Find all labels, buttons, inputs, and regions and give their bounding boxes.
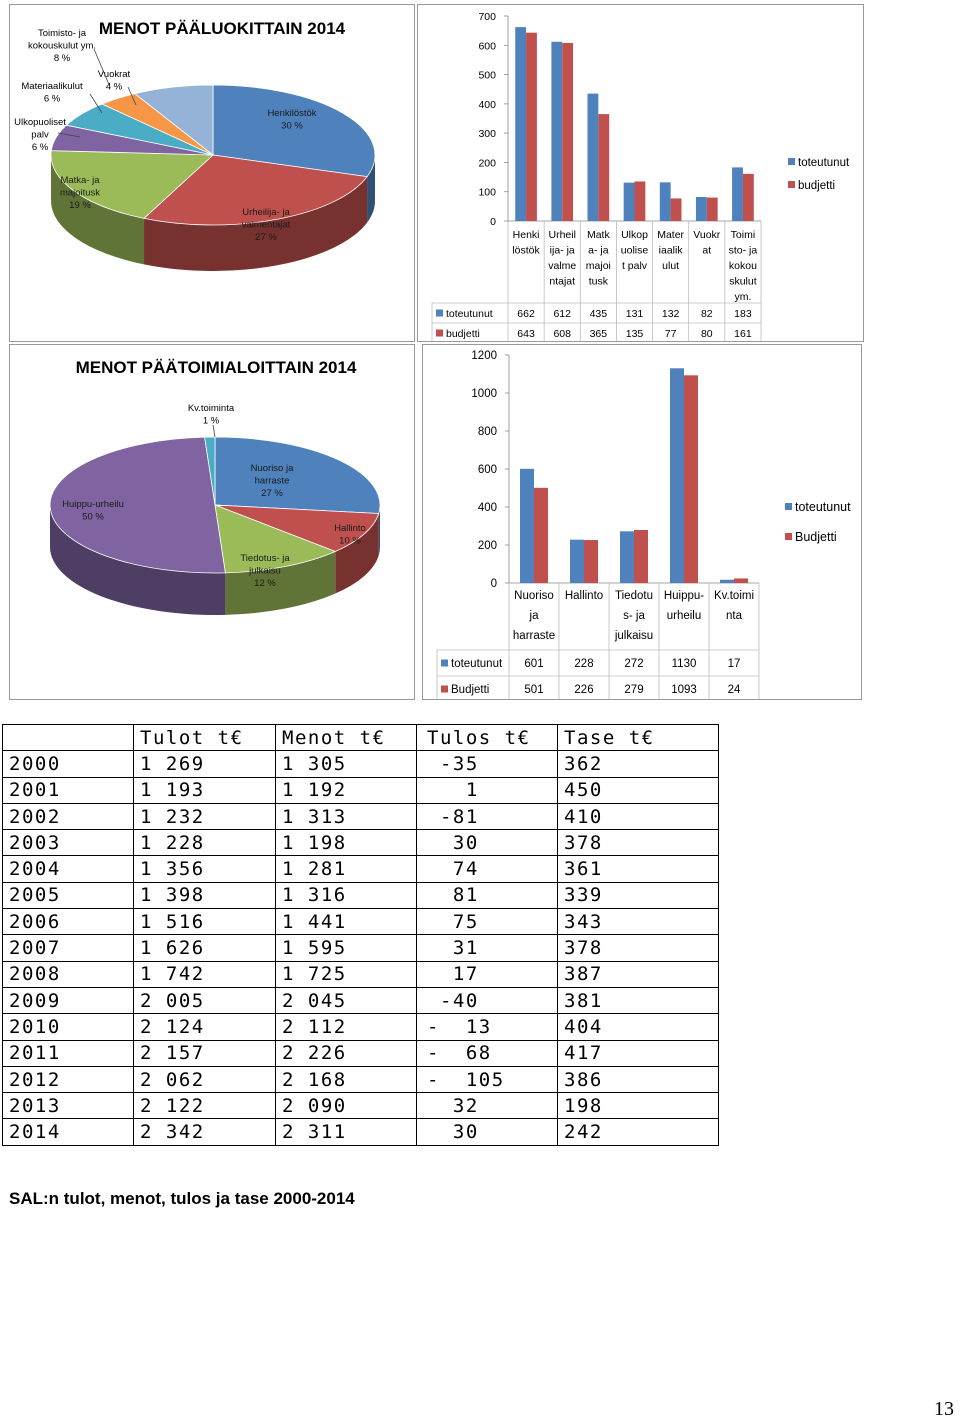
x-category-text: Ulkop	[621, 229, 648, 241]
table-series-name: budjetti	[446, 328, 480, 340]
bar-budjetti	[671, 198, 682, 221]
page-number: 13	[934, 1398, 954, 1420]
table-cell: 378	[558, 830, 719, 856]
x-category-text: valme	[548, 260, 577, 272]
x-category-text: nta	[726, 610, 742, 622]
table-cell: 1 441	[276, 909, 417, 935]
table-cell: 1 398	[134, 882, 276, 908]
bar-toteutunut	[696, 197, 707, 221]
table-cell: 198	[558, 1093, 719, 1119]
table-cell: 2005	[3, 882, 134, 908]
table-cell: 2010	[3, 1014, 134, 1040]
table-cell: - 13	[417, 1014, 558, 1040]
table-cell: 2 062	[134, 1066, 276, 1092]
y-tick-label: 400	[477, 502, 497, 514]
table-cell: 1 193	[134, 777, 276, 803]
table-row	[3, 751, 719, 777]
table-cell: 1 198	[276, 830, 417, 856]
x-category-label	[664, 590, 704, 622]
pie-label-text: Matka- ja	[60, 175, 100, 186]
table-row	[3, 909, 719, 935]
pie-label-pct: 6 %	[43, 93, 61, 105]
bar-toteutunut	[515, 27, 526, 221]
y-tick-label: 400	[478, 98, 496, 111]
pie-label	[188, 403, 235, 427]
x-category-text: julkaisu	[614, 630, 654, 642]
x-category-text: ija- ja	[549, 244, 575, 257]
table-cell: 1 192	[276, 777, 417, 803]
x-category-label	[729, 229, 758, 303]
pie-chart-categories	[10, 5, 414, 341]
table-cell: 2 226	[276, 1040, 417, 1066]
table-cell: 2 311	[276, 1119, 417, 1145]
legend-label: Budjetti	[795, 530, 837, 544]
x-category-text: a- ja	[588, 244, 609, 257]
bar-panel-activities	[422, 344, 862, 700]
finance-table	[2, 724, 719, 1146]
table-value: 1093	[671, 684, 697, 696]
table-value: 643	[517, 328, 535, 340]
x-category-text: harraste	[512, 630, 556, 642]
table-row	[3, 1066, 719, 1092]
table-cell: 386	[558, 1066, 719, 1092]
table-series-name: toteutunut	[451, 658, 503, 670]
pie-label-text: Kv.toiminta	[187, 403, 235, 414]
x-category-text: iaalik	[658, 244, 683, 257]
legend-key	[788, 181, 795, 188]
table-cell: 381	[558, 987, 719, 1013]
pie-title: MENOT PÄÄTOIMIALOITTAIN 2014	[75, 358, 357, 377]
bar-budjetti	[684, 375, 698, 583]
table-legend-key	[441, 660, 448, 667]
table-cell: 32	[417, 1093, 558, 1119]
pie-label-text: kokouskulut ym.	[27, 40, 97, 52]
x-category-text: Hallinto	[564, 590, 604, 602]
bar-budjetti	[534, 488, 548, 583]
table-cell: 362	[558, 751, 719, 777]
legend-label: toteutunut	[795, 500, 851, 514]
table-cell: 417	[558, 1040, 719, 1066]
table-cell: 2006	[3, 909, 134, 935]
leader-line	[94, 49, 110, 87]
pie-label-pct: 27 %	[261, 488, 283, 499]
bar-budjetti	[743, 174, 754, 221]
pie-label	[98, 69, 131, 93]
table-value: 24	[727, 684, 741, 696]
x-category-text: Kv.toimi	[713, 590, 755, 602]
table-cell: 2009	[3, 987, 134, 1013]
y-tick-label: 1200	[471, 350, 497, 362]
y-tick-label: 200	[477, 540, 497, 552]
pie-label-text: Huippu-urheilu	[62, 499, 124, 510]
table-header-cell: Tulos t€	[417, 725, 558, 751]
x-category-text: ntajat	[549, 275, 576, 288]
x-category-label	[621, 229, 649, 272]
pie-label-text: Hallinto	[334, 523, 366, 534]
table-caption: SAL:n tulot, menot, tulos ja tase 2000-2014	[9, 1189, 355, 1208]
bar-toteutunut	[620, 531, 634, 583]
table-cell: 31	[417, 935, 558, 961]
bar-budjetti	[562, 43, 573, 221]
bar-budjetti	[734, 578, 748, 583]
y-tick-label: 800	[477, 426, 497, 438]
table-cell: 1 356	[134, 856, 276, 882]
x-category-text: Nuoriso	[514, 590, 554, 602]
x-category-text: urheilu	[666, 610, 702, 622]
x-category-label	[565, 590, 603, 602]
table-cell: 339	[558, 882, 719, 908]
x-category-text: sto- ja	[728, 244, 758, 257]
table-series-name: toteutunut	[446, 308, 493, 320]
table-cell: 2001	[3, 777, 134, 803]
table-legend-key	[441, 686, 448, 693]
x-category-text: skulut	[729, 275, 757, 288]
table-series-name: Budjetti	[451, 684, 490, 696]
table-value: 161	[734, 328, 752, 340]
x-category-text: Matk	[586, 229, 610, 241]
pie-label-text: Vuokrat	[97, 69, 131, 80]
pie-label-text: Toimisto- ja	[37, 28, 87, 39]
pie-label-pct: 4 %	[105, 81, 123, 93]
table-row	[3, 882, 719, 908]
table-cell: 410	[558, 803, 719, 829]
table-value: 183	[734, 308, 752, 320]
table-row	[3, 1014, 719, 1040]
table-cell: 2 157	[134, 1040, 276, 1066]
pie-label-pct: 27 %	[255, 232, 277, 243]
table-header-cell: Tulot t€	[134, 725, 276, 751]
table-value: 228	[574, 658, 594, 670]
table-cell: 30	[417, 1119, 558, 1145]
bar-budjetti	[707, 198, 718, 221]
table-cell: 1 313	[276, 803, 417, 829]
x-category-label	[693, 229, 721, 257]
table-value: 612	[553, 308, 571, 320]
table-cell: 378	[558, 935, 719, 961]
table-cell: 2008	[3, 961, 134, 987]
table-value: 501	[524, 684, 544, 696]
table-value: 77	[664, 328, 677, 340]
table-value: 82	[700, 308, 713, 320]
table-cell: 2014	[3, 1119, 134, 1145]
table-cell: 1 516	[134, 909, 276, 935]
x-category-text: löstök	[512, 244, 540, 257]
table-cell: 30	[417, 830, 558, 856]
table-row	[3, 935, 719, 961]
table-cell: 17	[417, 961, 558, 987]
bar-toteutunut	[670, 368, 684, 583]
pie-label-pct: 30 %	[281, 120, 303, 132]
x-category-text: Urheil	[548, 229, 576, 241]
bar-panel-categories	[417, 4, 864, 342]
bar-budjetti	[635, 181, 646, 221]
table-cell: 1 281	[276, 856, 417, 882]
table-row	[3, 961, 719, 987]
table-legend-key	[436, 330, 443, 337]
pie-label-text: Ulkopuoliset	[14, 117, 66, 128]
x-category-label	[657, 229, 684, 272]
pie-label-text: julkaisu	[249, 565, 281, 577]
x-category-text: ja	[529, 610, 539, 622]
x-category-label	[714, 590, 754, 622]
table-cell: 2 005	[134, 987, 276, 1013]
pie-panel-activities	[9, 344, 415, 700]
legend-label: budjetti	[798, 180, 836, 192]
x-category-text: kokou	[728, 260, 757, 272]
bar-budjetti	[526, 33, 537, 221]
x-category-label	[548, 229, 576, 288]
x-category-text: t palv	[621, 260, 648, 272]
x-category-text: Toimi	[730, 229, 756, 241]
pie-label-text: harraste	[254, 475, 290, 487]
bar-toteutunut	[520, 469, 534, 583]
table-cell: 2002	[3, 803, 134, 829]
table-cell: 2 342	[134, 1119, 276, 1145]
table-cell: - 68	[417, 1040, 558, 1066]
pie-label-pct: 8 %	[53, 53, 71, 64]
bar-toteutunut	[720, 580, 734, 583]
table-cell: 361	[558, 856, 719, 882]
table-row	[3, 803, 719, 829]
leader-line	[213, 425, 215, 437]
table-row	[3, 987, 719, 1013]
legend-key	[785, 533, 792, 540]
bar-chart-activities	[423, 345, 861, 699]
table-value: 662	[517, 308, 535, 320]
table-cell: 2012	[3, 1066, 134, 1092]
x-category-text: ym.	[734, 291, 752, 303]
x-category-text: ulut	[662, 260, 680, 272]
table-cell: 2000	[3, 751, 134, 777]
x-category-label	[586, 229, 611, 288]
y-tick-label: 700	[478, 11, 496, 23]
x-category-label	[512, 229, 540, 257]
legend-key	[785, 503, 792, 510]
pie-slice	[215, 437, 380, 514]
x-category-text: Tiedotu	[615, 590, 653, 602]
pie-label-pct: 19 %	[69, 200, 91, 211]
table-cell: 2013	[3, 1093, 134, 1119]
table-header-cell	[3, 725, 134, 751]
pie-label-text: majoitusk	[59, 187, 101, 199]
table-row	[3, 830, 719, 856]
table-cell: 387	[558, 961, 719, 987]
y-tick-label: 1000	[471, 388, 497, 400]
table-cell: 2004	[3, 856, 134, 882]
bar-chart-categories	[418, 5, 863, 341]
table-cell: -35	[417, 751, 558, 777]
bar-budjetti	[584, 540, 598, 583]
y-tick-label: 300	[478, 128, 496, 141]
table-row	[3, 1040, 719, 1066]
table-cell: 2 122	[134, 1093, 276, 1119]
pie-panel-categories	[9, 4, 415, 342]
table-cell: 1 742	[134, 961, 276, 987]
x-category-text: uolise	[620, 244, 649, 257]
bar-budjetti	[598, 114, 609, 221]
table-cell: 1 232	[134, 803, 276, 829]
bar-toteutunut	[660, 182, 671, 221]
pie-label-pct: 1 %	[202, 415, 220, 427]
table-value: 1130	[671, 658, 697, 670]
legend-label: toteutunut	[798, 157, 850, 169]
table-cell: - 105	[417, 1066, 558, 1092]
y-tick-label: 0	[490, 578, 497, 590]
table-value: 135	[625, 328, 644, 340]
y-tick-label: 600	[477, 464, 497, 476]
table-cell: 74	[417, 856, 558, 882]
table-cell: 1 595	[276, 935, 417, 961]
table-cell: 404	[558, 1014, 719, 1040]
bar-toteutunut	[624, 183, 635, 221]
table-cell: 242	[558, 1119, 719, 1145]
table-value: 17	[727, 658, 741, 670]
pie-label-text: Henkilöstök	[267, 108, 317, 119]
x-category-text: Henki	[512, 229, 540, 241]
table-cell: 1 725	[276, 961, 417, 987]
pie-chart-activities	[10, 345, 414, 699]
pie-label-text: Materiaalikulut	[21, 81, 83, 92]
pie-label-pct: 50 %	[82, 511, 104, 523]
pie-label-pct: 10 %	[339, 535, 361, 547]
table-row	[3, 856, 719, 882]
table-value: 80	[700, 328, 713, 340]
table-cell: -40	[417, 987, 558, 1013]
y-tick-label: 200	[478, 157, 496, 170]
pie-label-text: Tiedotus- ja	[240, 553, 290, 564]
x-category-text: tusk	[588, 275, 608, 288]
table-cell: 2003	[3, 830, 134, 856]
pie-title: MENOT PÄÄLUOKITTAIN 2014	[98, 19, 346, 38]
y-tick-label: 500	[478, 69, 496, 82]
table-cell: 2011	[3, 1040, 134, 1066]
x-category-text: Huippu-	[663, 590, 705, 602]
table-legend-key	[436, 310, 443, 317]
table-row	[3, 1093, 719, 1119]
pie-label	[21, 81, 83, 105]
table-cell: 1	[417, 777, 558, 803]
x-category-text: s- ja	[623, 610, 645, 622]
pie-label-text: Urheilija- ja	[242, 207, 290, 218]
pie-label-text: Nuoriso ja	[250, 463, 294, 474]
x-category-label	[513, 590, 555, 642]
table-value: 272	[624, 658, 644, 670]
table-value: 131	[625, 308, 644, 320]
y-tick-label: 0	[490, 216, 496, 228]
table-row	[3, 777, 719, 803]
table-row	[3, 1119, 719, 1145]
table-value: 365	[589, 328, 608, 340]
table-value: 132	[661, 308, 680, 320]
table-cell: 450	[558, 777, 719, 803]
table-cell: 1 269	[134, 751, 276, 777]
table-value: 279	[624, 684, 644, 696]
table-cell: 2 045	[276, 987, 417, 1013]
table-cell: 1 305	[276, 751, 417, 777]
table-cell: 343	[558, 909, 719, 935]
x-category-text: Mater	[657, 229, 685, 241]
table-value: 601	[524, 658, 544, 670]
pie-label-pct: 6 %	[31, 142, 49, 153]
pie-label	[28, 28, 96, 64]
table-value: 608	[553, 328, 571, 340]
table-cell: 2 090	[276, 1093, 417, 1119]
x-category-label	[614, 590, 653, 642]
table-cell: 2 124	[134, 1014, 276, 1040]
table-value: 435	[589, 308, 608, 320]
y-tick-label: 600	[478, 40, 496, 53]
pie-label-pct: 12 %	[254, 578, 276, 589]
bar-toteutunut	[588, 94, 599, 221]
bar-toteutunut	[732, 167, 743, 221]
bar-budjetti	[634, 530, 648, 583]
legend-key	[788, 158, 795, 165]
pie-label-text: palv	[31, 129, 49, 141]
table-header-cell: Menot t€	[276, 725, 417, 751]
y-tick-label: 100	[478, 186, 496, 199]
table-value: 226	[574, 684, 594, 696]
bar-toteutunut	[570, 540, 584, 583]
x-category-text: at	[702, 244, 712, 257]
table-header-cell: Tase t€	[558, 725, 719, 751]
bar-toteutunut	[551, 42, 562, 221]
x-category-text: Vuokr	[693, 229, 721, 241]
table-cell: 1 316	[276, 882, 417, 908]
table-cell: 2 168	[276, 1066, 417, 1092]
table-cell: 81	[417, 882, 558, 908]
table-cell: -81	[417, 803, 558, 829]
table-cell: 1 228	[134, 830, 276, 856]
table-cell: 75	[417, 909, 558, 935]
table-cell: 2007	[3, 935, 134, 961]
x-category-text: majoi	[585, 260, 611, 272]
table-cell: 1 626	[134, 935, 276, 961]
pie-label-text: valmentajat	[241, 219, 291, 231]
table-cell: 2 112	[276, 1014, 417, 1040]
table-header-row	[3, 725, 719, 751]
